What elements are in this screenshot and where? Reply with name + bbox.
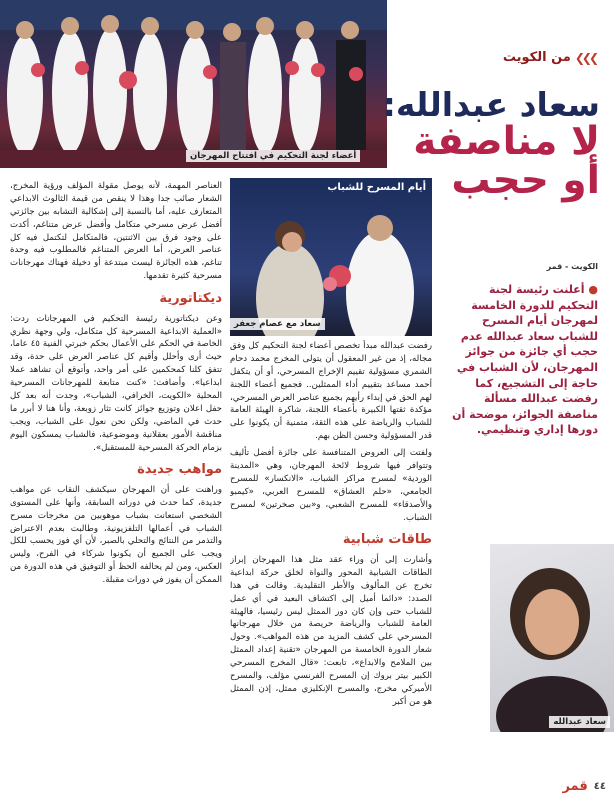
festival-banner: أيام المسرح للشباب [327,182,426,193]
subhead-new-talents: مواهب جديدة [137,462,222,478]
award-photo [230,178,432,336]
left-paragraph-3: وراهنت على أن المهرجان سيكشف النقاب عن مواهب جديدة، كما حدث في دوراته السابقة، وأنها على المستوى الشخصي استعانت بشباب موهوبين من مخرجات مسرح الشباب في أعمالها التلفزيونية، وطالبت بعدم الاعتراض والتذمر من النتائج والتحلي بالصبر، لأن أي فوز يحسب للكل ويجب على الجميع أن يكونوا شركاء في الفرح، وليس العكس، ومن لم يحالفه الحظ أو التوفيق في هذه الدورة من الممكن أن يفوز في دورات مقبلة. [10,484,222,586]
award-photo-caption: سعاد مع عصام جعفر [230,318,325,330]
magazine-logo: قمر [562,779,588,794]
left-paragraph-1: العناصر المهمة، لأنه يوصل مقولة المؤلف ورؤية المخرج، الشعار صائب جدا وهذا لا ينقص من قيمة الثالوث الابداعي المتعارف عليه، أما بالنسبة إلى إشكالية التشابه بين جائزتي أفضل عرض مسرحي متكامل وأفضل عرض متناغم، أكدت على وجود فرق بين الاثنتين، فالمتكامل لتكتمل فيه كل عناصر العرض، أما العرض المتناغم فالمطلوب فيه وحدة تناغم، هذه الجائزة ليست مبتدعة أو دخيلة فهناك مهرجانات مسرحية كثيرة تقدمها. [10,181,222,282]
section-tag [503,50,596,65]
headline-line-1: سعاد عبدالله: [382,85,600,124]
left-paragraph-2: وعن ديكتاتورية رئيسة التحكيم في المهرجانات ردت: «العملية الابداعية المسرحية كل متكامل، ولي وجهة نظري الخاصة في الحكم على الأعمال بحكم خبرتي الفنية ٤٥ عاما، حيث أرى وأحلل وأقيم كل عناصر العرض على حدة، وقد تتفق كلنا كمحكمين على أمر واحد، وأتوقع أن تشاهد عملا ابداعيا». وأضافت: «كنت متابعة للمهرجانات المسرحية المحلية «الكويت، الخرافي، الشباب»، وجدت أنه بعد كل حفل اعلان وتوزيع جوائز كانت تثار زوبعة، وأنا هنا لا أبرر ما حدث في الماضي، ولكن نحن نعول على الشباب، ويجب مناقشة الأمور بعقلانية وموضوعية، فالشباب يمسكون اليوم بزمام الحركة المسرحية للمستقبل». [10,313,222,453]
dateline: الكويت - قمر [546,262,598,271]
mid-paragraph-2: ولفتت إلى العروض المتنافسة على جائزة أفضل تأليف وتتوافر فيها شروط لائحة المهرجان، وهي «المدينة الوردية» لمسرح مراكز الشباب، «الانكسار» للمسرح الجامعي، «حلم العشاق» للمسرح العربي، «كيمبو والأصدقاء» للمسرح الشعبي، و«بين صخرتين» لمسرح الشباب. [230,448,432,523]
subhead-dictatorship: ديكتاتورية [159,291,222,307]
left-column [10,180,222,776]
page-footer [562,779,606,794]
portrait-photo [490,544,614,732]
headline-line-3: أو حجب [451,158,600,204]
portrait-caption: سعاد عبدالله [549,716,610,728]
mid-paragraph-1: رفضت عبدالله مبدأ تخصص أعضاء لجنة التحكيم كل وفق مجاله، إذ من غير المعقول أن يتولى المخرج محمد دحام الشمري مسؤولية تقييم الإخراج المسرحي، أو أن يتكفل أحمد مساعد بتقييم أداء الممثلين.. فجميع أعضاء اللجنة لهم الحق في إبداء رأيهم بجميع عناصر العرض المسرحي، مؤكدة ثقتها الكبيرة بأعضاء اللجنة، شاكرة الهيئة العامة للشباب والرياضة على هذه الثقة، متمنية أن يكونوا على قدر المسؤولية وحسن الظن بهم. [230,341,432,442]
page-number: ٤٤ [593,781,606,792]
top-photo-caption: أعضاء لجنة التحكيم في افتتاح المهرجان [186,150,360,162]
headline-line-2: لا مناصفة [413,118,600,164]
intro-paragraph [448,282,598,542]
subhead-youth-energies: طاقات شبابية [342,532,432,548]
section-arrows-icon: ❯❯❯ [574,50,596,65]
intro-text: أعلنت رئيسة لجنة التحكيم للدورة الخامسة لمهرجان أيام المسرح للشباب سعاد عبدالله عدم حجب أي جائزة من جوائز المهرجان، لأن الشباب في حاجة إلى التشجيع، كما رفضت عبدالله مسألة مناصفة الجوائز، موضحة أن دورها إداري وتنظيمي. [452,283,598,437]
bullet-icon: ● [584,283,598,296]
group-photo-illustration [0,0,387,168]
portrait-illustration [490,544,614,732]
top-group-photo [0,0,387,168]
mid-paragraph-3: وأشارت إلى أن وراء عقد مثل هذا المهرجان إبراز الطاقات الشبابية المحور والنواة لخلق حركة ابداعية تخرج عن المألوف والأطر التقليدية. وقالت في هذا الصدد: «دائما أميل إلى اكتشاف البعيد في أي عمل للشباب حتى وإن كان دور الممثل ليس رئيسيا، فالهيئة العامة للشباب والرياضة حريصة من خلال مهرجانها المسرحي على كشف المزيد من هذه المواهب». وحول شعار الدورة الخامسة من المهرجان «تقنية إعداد الممثل بين الملامح والابداع»، تابعت: «قال المخرج المسرحي الكبير بيتر بروك إن المسرح الفرنسي مؤلف، والمسرح الأميركي مخرج، والمسرح الإنكليزي ممثل، إذن الممثل هو من أكبر [230,554,432,707]
section-label: من الكويت [502,50,571,65]
award-illustration [230,178,432,336]
middle-column [230,340,432,772]
